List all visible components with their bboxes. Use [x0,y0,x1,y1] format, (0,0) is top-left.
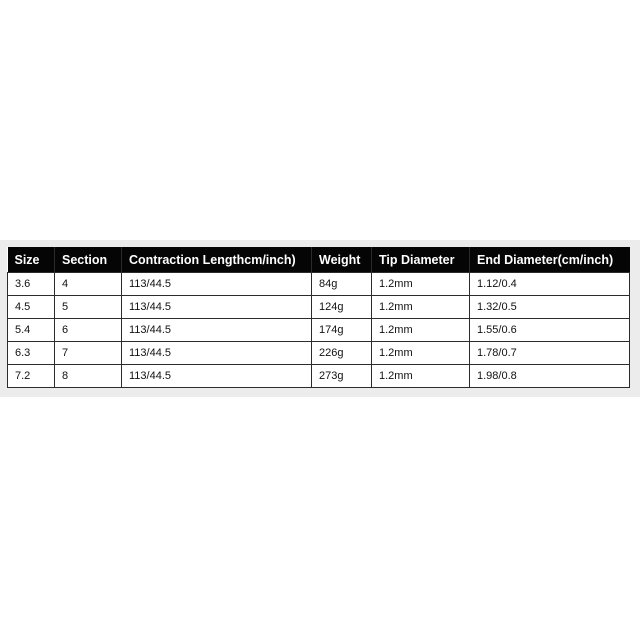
cell-size: 4.5 [8,296,55,319]
cell-weight: 124g [312,296,372,319]
spec-table [7,247,630,388]
cell-weight: 174g [312,319,372,342]
cell-tip-diameter: 1.2mm [372,296,470,319]
header-weight: Weight [312,247,372,273]
cell-end-diameter: 1.55/0.6 [470,319,630,342]
table-row [8,365,630,388]
cell-section: 5 [55,296,122,319]
header-section: Section [55,247,122,273]
header-contraction-length: Contraction Lengthcm/inch) [122,247,312,273]
cell-size: 3.6 [8,273,55,296]
table-row [8,319,630,342]
cell-size: 5.4 [8,319,55,342]
cell-section: 7 [55,342,122,365]
cell-tip-diameter: 1.2mm [372,273,470,296]
header-tip-diameter: Tip Diameter [372,247,470,273]
cell-size: 7.2 [8,365,55,388]
cell-tip-diameter: 1.2mm [372,365,470,388]
cell-end-diameter: 1.32/0.5 [470,296,630,319]
cell-contraction-length: 113/44.5 [122,319,312,342]
cell-end-diameter: 1.98/0.8 [470,365,630,388]
table-row [8,273,630,296]
cell-section: 8 [55,365,122,388]
cell-weight: 273g [312,365,372,388]
cell-tip-diameter: 1.2mm [372,342,470,365]
cell-contraction-length: 113/44.5 [122,365,312,388]
header-end-diameter: End Diameter(cm/inch) [470,247,630,273]
header-size: Size [8,247,55,273]
table-row [8,342,630,365]
cell-weight: 84g [312,273,372,296]
cell-contraction-length: 113/44.5 [122,273,312,296]
cell-section: 4 [55,273,122,296]
cell-section: 6 [55,319,122,342]
table-header-row [8,247,630,273]
cell-end-diameter: 1.12/0.4 [470,273,630,296]
cell-weight: 226g [312,342,372,365]
cell-end-diameter: 1.78/0.7 [470,342,630,365]
cell-contraction-length: 113/44.5 [122,296,312,319]
cell-tip-diameter: 1.2mm [372,319,470,342]
table-row [8,296,630,319]
cell-size: 6.3 [8,342,55,365]
cell-contraction-length: 113/44.5 [122,342,312,365]
